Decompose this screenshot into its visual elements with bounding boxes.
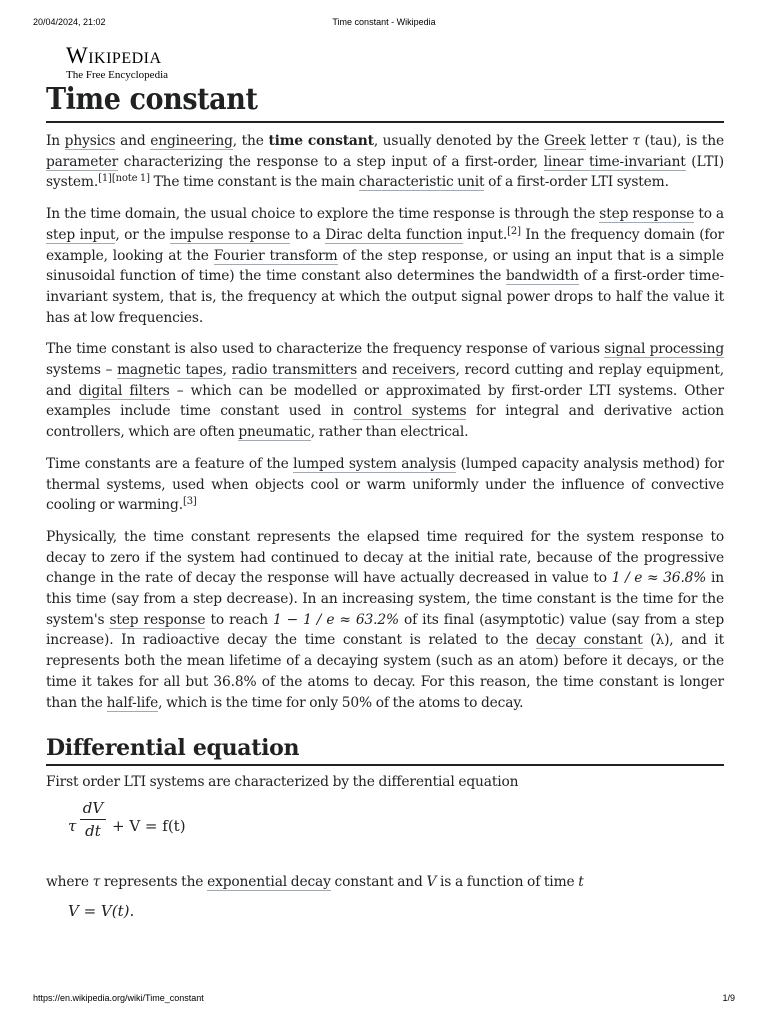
link-step-response-2[interactable]: step response	[109, 611, 206, 628]
where-v: V	[426, 873, 437, 890]
link-decay-constant[interactable]: decay constant	[535, 632, 643, 649]
math-inline-1: 1 / e ≈ 36.8%	[611, 570, 707, 587]
math-inline-2: 1 − 1 / e ≈ 63.2%	[272, 611, 399, 628]
bold-term: time constant	[268, 133, 374, 149]
print-page-number: 1/9	[722, 993, 735, 1003]
print-header	[33, 17, 735, 31]
link-physics[interactable]: physics	[64, 133, 116, 149]
print-datetime: 20/04/2024, 21:02	[33, 17, 106, 27]
link-digital-filters[interactable]: digital filters	[78, 382, 170, 399]
citation-2[interactable]: [2]	[507, 225, 521, 237]
link-signal-processing[interactable]: signal processing	[604, 341, 724, 358]
link-impulse-response[interactable]: impulse response	[169, 226, 291, 243]
paragraph-frequency-response: The time constant is also used to characterize the frequency response of various signal processing systems – magnetic tapes, radio transmitters and receivers, record cutting and replay equipment, and digital filters – which can be modelled or approximated by first-order LTI systems. Other examples include time constant used in control systems for integral and derivative action controllers, which are often pneumatic, rather than electrical.	[46, 341, 725, 441]
eq-tau: τ	[68, 816, 77, 835]
paragraph-physical-meaning: Physically, the time constant represents the elapsed time required for the system response to decay to zero if the system had continued to decay at the initial rate, because of the progressive change in the rate of decay the response will have actually decreased in value to 1 / e ≈ 36.8% in this time (say from a step decrease). In an increasing system, the time constant is the time for the system's step response to reach 1 − 1 / e ≈ 63.2% of its final (asymptotic) value (say from a step increase). In radioactive decay the time constant is related to the decay constant (λ), and it represents both the mean lifetime of a decaying system (such as an atom) before it decays, or the time it takes for all but 36.8% of the atoms to decay. For this reason, the time constant is longer than the half-life, which is the time for only 50% of the atoms to decay.	[46, 528, 724, 711]
tau-symbol: τ	[632, 133, 640, 149]
paragraph-time-domain: In the time domain, the usual choice to explore the time response is through the step response to a step input, or the impulse response to a Dirac delta function input.[2] In the frequency domain (for example, looking at the Fourier transform of the step response, or using an input that is a simple sinusoidal function of time) the time constant also determines the bandwidth of a first-order time-invariant system, that is, the frequency at which the output signal power drops to half the value it has at low frequencies.	[46, 206, 725, 326]
link-radio-transmitters[interactable]: radio transmitters	[231, 362, 358, 379]
where-t: t	[578, 873, 584, 890]
logo-tagline: The Free Encyclopedia	[66, 69, 169, 81]
link-pneumatic[interactable]: pneumatic	[238, 424, 311, 441]
link-exponential-decay[interactable]: exponential decay	[207, 873, 331, 890]
fraction-bar	[80, 819, 106, 820]
citation-3[interactable]: [3]	[182, 496, 197, 508]
where-tau: τ	[92, 873, 101, 890]
eq-numerator: dV	[82, 798, 104, 817]
link-lumped-system-analysis[interactable]: lumped system analysis	[293, 455, 457, 472]
eq-denominator: dt	[85, 821, 101, 840]
link-engineering[interactable]: engineering	[150, 133, 233, 149]
print-footer	[33, 993, 735, 1007]
link-fourier-transform[interactable]: Fourier transform	[213, 247, 338, 264]
paragraph-intro: In physics and engineering, the time constant, usually denoted by the Greek letter τ (tau), is the parameter characterizing the response to a step input of a first-order, linear time-invariant (LTI) system.[1][note 1] The time constant is the main characteristic unit of a first-order LTI system.	[46, 133, 725, 191]
print-url: https://en.wikipedia.org/wiki/Time_constant	[33, 993, 204, 1003]
paragraph-diff-intro: First order LTI systems are characterized by the differential equation	[46, 774, 519, 791]
link-step-response[interactable]: step response	[599, 206, 695, 223]
article-content	[46, 80, 724, 933]
note-1[interactable]: [note 1]	[111, 173, 150, 185]
link-step-input[interactable]: step input	[46, 226, 116, 243]
link-bandwidth[interactable]: bandwidth	[505, 268, 579, 285]
equation-v-of-t: V = V(t).	[68, 901, 135, 920]
print-page-title: Time constant - Wikipedia	[332, 17, 436, 27]
link-dirac-delta[interactable]: Dirac delta function	[325, 226, 463, 243]
citation-1[interactable]: [1]	[98, 173, 112, 185]
paragraph-lumped-system: Time constants are a feature of the lumped system analysis (lumped capacity analysis method) for thermal systems, used when objects cool or warm uniformly under the influence of convective cooling or warming.[3]	[46, 455, 724, 514]
link-greek[interactable]: Greek	[544, 133, 586, 149]
page-title: Time constant	[46, 80, 724, 123]
differential-equation	[68, 793, 724, 861]
wikipedia-logo[interactable]	[66, 43, 168, 81]
link-half-life[interactable]: half-life	[106, 694, 159, 711]
link-magnetic-tapes[interactable]: magnetic tapes	[117, 362, 223, 379]
link-parameter[interactable]: parameter	[46, 153, 119, 170]
paragraph-where: where τ represents the exponential decay constant and V is a function of time t	[46, 873, 584, 890]
link-control-systems[interactable]: control systems	[353, 403, 467, 420]
link-characteristic-unit[interactable]: characteristic unit	[358, 174, 485, 191]
logo-wordmark: Wikipedia	[66, 43, 162, 68]
link-lti[interactable]: linear time-invariant	[543, 153, 686, 170]
section-heading-differential-equation: Differential equation	[46, 733, 724, 766]
eq-rest: + V = f(t)	[112, 816, 186, 835]
link-receivers[interactable]: receivers	[392, 362, 456, 379]
eq-fraction	[80, 799, 106, 840]
